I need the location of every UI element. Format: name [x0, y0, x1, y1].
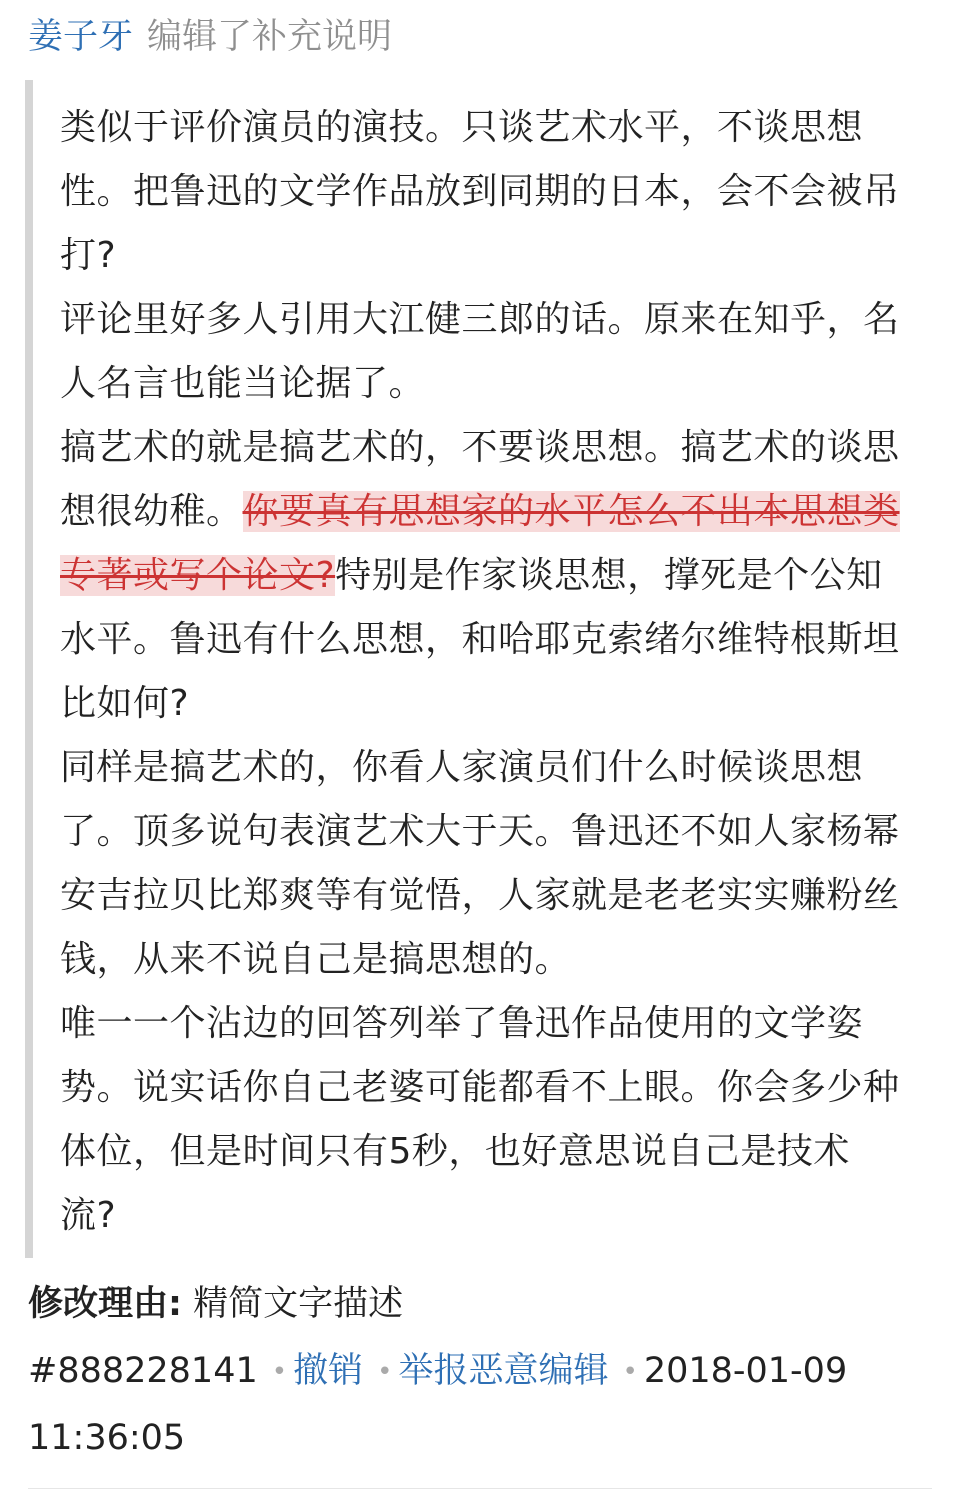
paragraph-2: 评论里好多人引用大江健三郎的话。原来在知乎，名人名言也能当论据了。 [60, 299, 900, 404]
edit-meta [28, 1338, 928, 1471]
paragraph-3 [60, 416, 905, 736]
supplement-content-quote [25, 80, 905, 1258]
paragraph-4: 同样是搞艺术的，你看人家演员们什么时候谈思想了。顶多说句表演艺术大于天。鲁迅还不如人家杨幂安吉拉贝比郑爽等有觉悟，人家就是老老实实赚粉丝钱，从来不说自己是搞思想的。 [60, 747, 900, 980]
edit-reason-text: 精简文字描述 [193, 1284, 404, 1324]
paragraph-3-after: 特别是作家谈思想，撑死是个公知水平。鲁迅有什么思想，和哈耶克索绪尔维特根斯坦比如何? [60, 555, 900, 724]
separator-dot-icon: • [377, 1357, 393, 1387]
edit-time: 11:36:05 [28, 1418, 186, 1458]
paragraph-1: 类似于评价演员的演技。只谈艺术水平，不谈思想性。把鲁迅的文学作品放到同期的日本，会不会被吊打? [60, 107, 900, 276]
separator-dot-icon: • [622, 1357, 638, 1387]
edit-reason-colon: : [168, 1284, 183, 1324]
edit-reason-label: 修改理由 [28, 1284, 169, 1324]
revision-id: #888228141 [28, 1351, 258, 1391]
paragraph-3-before: 搞艺术的就是搞艺术的，不要谈思想。搞艺术的谈思想很幼稚。 [60, 427, 900, 532]
edit-reason [28, 1276, 403, 1332]
deleted-text: 你要真有思想家的水平怎么不出本思想类专著或写个论文? [60, 491, 900, 596]
separator-dot-icon: • [271, 1357, 288, 1387]
report-malicious-edit-link[interactable]: 举报恶意编辑 [398, 1351, 609, 1391]
edit-date: 2018-01-09 [643, 1351, 848, 1391]
edit-log-header [28, 12, 392, 62]
edit-action-text: 编辑了补充说明 [147, 17, 393, 57]
divider [28, 1488, 932, 1489]
paragraph-5: 唯一一个沾边的回答列举了鲁迅作品使用的文学姿势。说实话你自己老婆可能都看不上眼。你会多少种体位，但是时间只有5秒，也好意思说自己是技术流? [60, 1003, 900, 1236]
author-link[interactable]: 姜子牙 [28, 17, 134, 57]
revert-link[interactable]: 撤销 [293, 1351, 364, 1391]
